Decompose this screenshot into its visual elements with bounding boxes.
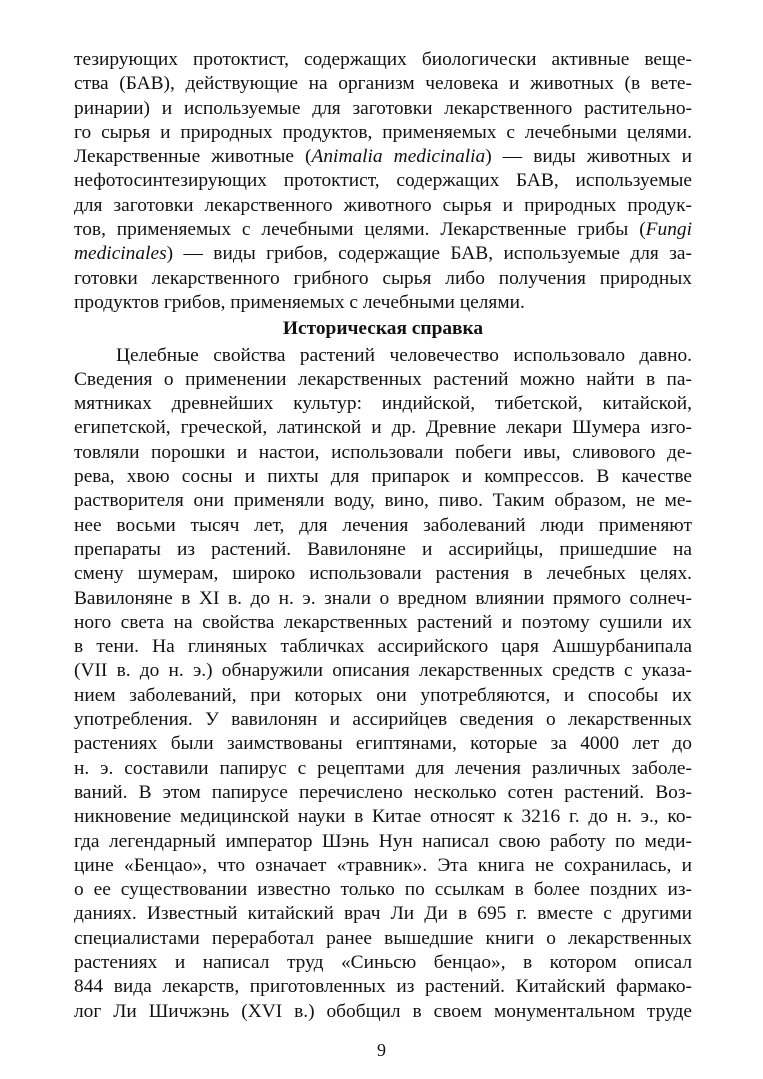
history-paragraph <box>74 344 692 1024</box>
text-line: нием заболеваний, при которых они употребляются, и способы их <box>74 684 692 706</box>
text-line: даниях. Известный китайский врач Ли Ди в 695 г. вместе с другими <box>74 903 692 925</box>
text-line: растениях и написал труд «Синьсю бенцао», в котором описал <box>74 951 692 973</box>
text-line: мятниках древнейших культур: индийской, тибетской, китайской, <box>74 393 692 415</box>
text-line: специалистами переработал ранее вышедшие книги о лекарственных <box>74 927 692 949</box>
text-line: растениях были заимствованы египтянами, которые за 4000 лет до <box>74 733 692 755</box>
text-line: гда легендарный император Шэнь Нун написал свою работу по меди- <box>74 830 692 852</box>
text-line: тезирующих протоктист, содержащих биологически активные веще- <box>74 49 692 70</box>
latin-term: Animalia medicinalia <box>311 146 486 168</box>
section-heading: Историческая справка <box>282 318 484 340</box>
text-line: ваний. В этом папирусе перечислено несколько сотен растений. Воз- <box>74 781 692 803</box>
text-line: н. э. составили папирус с рецептами для лечения различных заболе- <box>74 757 692 779</box>
text-line: 844 вида лекарств, приготовленных из растений. Китайский фармако- <box>74 976 692 998</box>
text-line: египетской, греческой, латинской и др. Древние лекари Шумера изго- <box>74 417 692 439</box>
text-line: готовки лекарственного грибного сырья либо получения природных <box>74 267 692 289</box>
latin-term: Fungi <box>645 219 692 241</box>
text-line: о ее существовании известно только по ссылкам в более поздних из- <box>74 879 692 901</box>
text-line: Сведения о применении лекарственных растений можно найти в па- <box>74 368 692 390</box>
text-line: для заготовки лекарственного животного сырья и природных продук- <box>74 194 692 216</box>
text-line: рева, хвою сосны и пихты для припарок и компрессов. В качестве <box>74 466 692 488</box>
text-line: ного света на свойства лекарственных растений и поэтому сушили их <box>74 611 692 633</box>
text-line: Целебные свойства растений человечество использовало давно. <box>116 344 692 366</box>
text-line: никновение медицинской науки в Китае относят к 3216 г. до н. э., ко- <box>74 806 692 828</box>
text-line: ства (БАВ), действующие на организм человека и животных (в вете- <box>74 73 692 95</box>
text-line: товляли порошки и настои, использовали побеги ивы, сливового де- <box>74 441 692 463</box>
text-line: нефотосинтезирующих протоктист, содержащих БАВ, используемые <box>74 170 692 192</box>
text-line: го сырья и природных продуктов, применяемых с лечебными целями. <box>74 121 692 143</box>
text-line: ринарии) и используемые для заготовки лекарственного растительно- <box>74 97 692 119</box>
text-line: (VII в. до н. э.) обнаружили описания лекарственных средств с указа- <box>74 660 692 682</box>
text-line: лог Ли Шичжэнь (XVI в.) обобщил в своем монументальном труде <box>74 1000 692 1022</box>
text-line: продуктов грибов, применяемых с лечебными целями. <box>74 291 525 313</box>
text-line: нее восьми тысяч лет, для лечения заболеваний люди применяют <box>74 514 692 536</box>
text-line-fungi-cont: medicinales) — виды грибов, содержащие БАВ, используемые для за- <box>74 243 692 265</box>
text-line: в тени. На глиняных табличках ассирийского царя Ашшурбанипала <box>74 636 692 658</box>
text-line: препараты из растений. Вавилоняне и ассирийцы, пришедшие на <box>74 538 692 560</box>
latin-term: medicinales <box>74 243 167 265</box>
text-line-fungi: тов, применяемых с лечебными целями. Лекарственные грибы (Fungi <box>74 219 692 241</box>
text-line: растворителя они применяли воду, вино, пиво. Таким образом, не ме- <box>74 490 692 512</box>
text-line: цине «Бенцао», что означает «травник». Эта книга не сохранилась, и <box>74 854 692 876</box>
text-line: употребления. У вавилонян и ассирийцев сведения о лекарственных <box>74 709 692 731</box>
text-line: Вавилоняне в XI в. до н. э. знали о вредном влиянии прямого солнеч- <box>74 587 692 609</box>
page-number: 9 <box>377 1040 386 1060</box>
document-page <box>74 48 692 1024</box>
text-line: смену шумерам, широко использовали растения в лечебных целях. <box>74 563 692 585</box>
text-line-animals: Лекарственные животные (Animalia medicinalia) — виды животных и <box>74 146 692 168</box>
